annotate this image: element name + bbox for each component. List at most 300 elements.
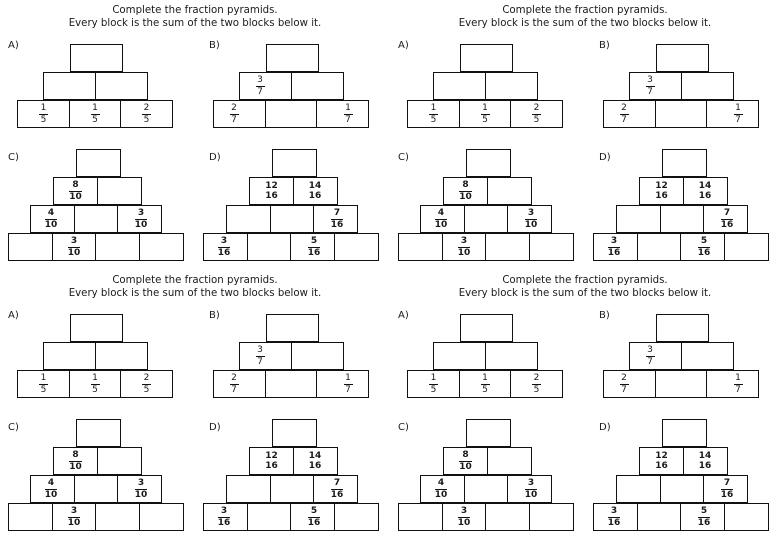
fraction [260,178,284,204]
pyramid-row [76,419,121,447]
numerator: 1 [482,103,488,113]
fraction [452,234,476,260]
fraction-block [213,100,266,128]
denominator: 7 [231,114,237,125]
pyramid-row [407,100,563,128]
fraction-block [17,370,70,398]
fraction-block [313,475,358,503]
fraction [715,206,739,232]
numerator: 1 [40,373,47,383]
pyramid-label: D) [599,152,611,163]
answer-block[interactable] [460,314,513,342]
answer-block[interactable] [291,342,344,370]
denominator: 10 [69,191,82,202]
pyramid-row [8,503,184,531]
numerator: 3 [460,506,468,516]
answer-block[interactable] [724,233,769,261]
answer-block[interactable] [655,100,708,128]
fraction [248,343,272,369]
fraction-block [69,100,122,128]
denominator: 16 [698,461,712,471]
denominator: 5 [92,114,98,125]
numerator: 5 [310,506,318,516]
numerator: 8 [72,450,79,460]
numerator: 1 [735,373,741,383]
numerator: 3 [257,345,263,355]
pyramid-row [239,72,344,100]
pyramid-row [656,44,709,72]
denominator: 7 [345,384,351,395]
fraction [454,178,478,204]
fraction [62,234,86,260]
pyramid-row [8,233,184,261]
answer-block[interactable] [95,342,148,370]
fraction-block [603,100,656,128]
pyramid-row [30,475,162,503]
answer-block[interactable] [487,177,532,205]
fraction-block [213,370,266,398]
answer-block[interactable] [334,503,379,531]
fraction [83,101,107,127]
answer-block[interactable] [266,314,319,342]
instruction-title: Complete the fraction pyramids. [112,5,278,16]
answer-block[interactable] [529,233,574,261]
answer-block[interactable] [655,370,708,398]
fraction-block [249,177,294,205]
denominator: 7 [345,114,351,125]
denominator: 16 [307,247,321,258]
fraction [64,178,88,204]
answer-block[interactable] [485,72,538,100]
answer-block[interactable] [485,342,538,370]
fraction [302,234,326,260]
fraction [452,504,476,530]
instruction-text: Every block is the sum of the two blocks below it. [68,18,322,29]
answer-block[interactable] [265,100,318,128]
answer-block[interactable] [460,44,513,72]
fraction [473,101,497,127]
fraction [32,371,56,397]
pyramid-label: C) [8,422,19,433]
denominator: 5 [430,384,437,395]
denominator: 16 [655,461,668,471]
instruction-text: Every block is the sum of the two blocks below it. [458,288,712,299]
pyramid-row [407,370,563,398]
numerator: 14 [698,180,712,191]
pyramid-row [603,100,759,128]
fraction [422,371,446,397]
answer-block[interactable] [43,72,96,100]
fraction-block [510,370,563,398]
answer-block[interactable] [291,72,344,100]
fraction [212,234,236,260]
denominator: 10 [434,489,448,500]
fraction-block [706,100,759,128]
fraction-block [17,100,70,128]
fraction-block [313,205,358,233]
answer-block[interactable] [616,475,661,503]
numerator: 3 [70,236,78,246]
fraction [222,101,246,127]
numerator: 3 [137,208,145,218]
answer-block[interactable] [681,342,734,370]
fraction-block [443,447,488,475]
fraction [726,101,750,127]
answer-block[interactable] [466,419,511,447]
fraction [454,448,478,474]
fraction [715,476,739,502]
answer-block[interactable] [398,503,443,531]
pyramid-row [616,205,748,233]
numerator: 3 [527,478,535,488]
fraction-block [52,233,97,261]
answer-block[interactable] [70,44,123,72]
fraction-block [639,177,684,205]
pyramid-row [398,503,574,531]
answer-block[interactable] [637,503,682,531]
numerator: 3 [137,478,145,488]
fraction [260,448,284,474]
pyramid-row [433,72,538,100]
answer-block[interactable] [139,503,184,531]
fraction-block [629,342,682,370]
pyramid-row [266,314,319,342]
denominator: 16 [330,219,344,230]
pyramid-row [272,149,317,177]
fraction [638,73,662,99]
pyramid-row [593,503,769,531]
pyramid-label: A) [398,40,409,51]
answer-block[interactable] [398,233,443,261]
denominator: 16 [720,489,734,500]
fraction [650,178,674,204]
answer-block[interactable] [334,233,379,261]
fraction-block [603,370,656,398]
fraction-block [249,447,294,475]
fraction [64,448,88,474]
answer-block[interactable] [8,233,53,261]
pyramid-row [43,342,148,370]
fraction-block [703,205,748,233]
numerator: 2 [621,373,627,383]
fraction [429,206,453,232]
fraction-block [639,447,684,475]
denominator: 16 [607,517,621,528]
fraction-block [442,233,487,261]
answer-block[interactable] [265,370,318,398]
pyramid-row [466,149,511,177]
answer-block[interactable] [433,72,486,100]
denominator: 16 [307,517,321,528]
answer-block[interactable] [464,205,509,233]
numerator: 1 [482,373,488,383]
numerator: 3 [610,506,618,516]
pyramid-label: B) [599,310,610,321]
fraction-block [683,177,728,205]
answer-block[interactable] [660,475,705,503]
answer-block[interactable] [95,503,140,531]
pyramid-label: A) [398,310,409,321]
denominator: 16 [308,191,322,201]
fraction [602,234,626,260]
numerator: 14 [308,450,322,461]
denominator: 10 [44,219,58,230]
denominator: 16 [308,461,322,471]
answer-block[interactable] [95,233,140,261]
answer-block[interactable] [485,233,530,261]
answer-block[interactable] [466,149,511,177]
numerator: 3 [610,236,618,246]
numerator: 1 [92,373,98,383]
answer-block[interactable] [70,314,123,342]
answer-block[interactable] [662,419,707,447]
numerator: 3 [460,236,468,246]
answer-block[interactable] [8,503,53,531]
answer-block[interactable] [660,205,705,233]
answer-block[interactable] [226,205,271,233]
denominator: 7 [647,356,653,367]
pyramid-row [616,475,748,503]
pyramid-row [30,205,162,233]
fraction [325,206,349,232]
pyramid-label: D) [599,422,611,433]
answer-block[interactable] [76,419,121,447]
pyramid-row [239,342,344,370]
denominator: 10 [67,517,81,528]
numerator: 7 [333,208,341,218]
pyramid-row [629,72,734,100]
numerator: 1 [40,103,47,113]
numerator: 2 [533,373,540,383]
numerator: 4 [47,478,55,488]
numerator: 3 [257,75,263,85]
numerator: 8 [462,450,469,460]
numerator: 12 [655,180,668,191]
answer-block[interactable] [76,149,121,177]
answer-block[interactable] [529,503,574,531]
answer-block[interactable] [247,233,292,261]
pyramid-label: C) [398,422,409,433]
pyramid-row [226,475,358,503]
numerator: 2 [621,103,627,113]
numerator: 12 [265,450,278,461]
denominator: 7 [621,114,627,125]
answer-block[interactable] [95,72,148,100]
pyramid-row [639,177,728,205]
fraction-block [443,177,488,205]
pyramid-label: A) [8,310,19,321]
denominator: 5 [533,114,540,125]
pyramid-row [593,233,769,261]
fraction [129,476,153,502]
answer-block[interactable] [656,314,709,342]
worksheet-quadrant [0,0,390,270]
answer-block[interactable] [74,205,119,233]
answer-block[interactable] [74,475,119,503]
denominator: 10 [457,517,471,528]
fraction [336,371,360,397]
numerator: 1 [430,103,437,113]
answer-block[interactable] [616,205,661,233]
answer-block[interactable] [270,475,315,503]
worksheet-quadrant [390,0,780,270]
fraction-block [316,100,369,128]
fraction [429,476,453,502]
pyramid-row [43,72,148,100]
fraction [39,206,63,232]
fraction-block [593,233,638,261]
fraction [39,476,63,502]
denominator: 5 [533,384,540,395]
denominator: 7 [735,384,741,395]
pyramid-row [433,342,538,370]
fraction [612,371,636,397]
denominator: 10 [459,461,472,472]
answer-block[interactable] [487,447,532,475]
pyramid-label: D) [209,422,221,433]
denominator: 5 [482,114,488,125]
denominator: 10 [134,219,148,230]
numerator: 2 [231,103,237,113]
fraction [303,178,327,204]
answer-block[interactable] [485,503,530,531]
numerator: 2 [143,103,150,113]
numerator: 7 [723,478,731,488]
answer-block[interactable] [433,342,486,370]
pyramid-row [226,205,358,233]
answer-block[interactable] [270,205,315,233]
fraction [525,371,549,397]
fraction [638,343,662,369]
fraction [212,504,236,530]
fraction-block [30,475,75,503]
denominator: 10 [459,191,472,202]
fraction-block [52,503,97,531]
answer-block[interactable] [724,503,769,531]
instruction-title: Complete the fraction pyramids. [112,275,278,286]
fraction [519,206,543,232]
answer-block[interactable] [43,342,96,370]
pyramid-row [17,370,173,398]
pyramid-label: B) [599,40,610,51]
pyramid-row [213,370,369,398]
fraction-block [53,447,98,475]
fraction [32,101,56,127]
pyramid-row [203,233,379,261]
pyramid-row [662,149,707,177]
fraction [336,101,360,127]
fraction [135,101,159,127]
pyramid-row [460,44,513,72]
numerator: 1 [92,103,98,113]
fraction-block [680,503,725,531]
numerator: 2 [143,373,150,383]
numerator: 7 [333,478,341,488]
denominator: 16 [697,517,711,528]
fraction-block [593,503,638,531]
denominator: 5 [143,384,150,395]
numerator: 3 [527,208,535,218]
fraction [422,101,446,127]
fraction-block [69,370,122,398]
numerator: 4 [437,478,445,488]
pyramid-row [460,314,513,342]
pyramid-label: C) [8,152,19,163]
fraction-block [629,72,682,100]
numerator: 1 [430,373,437,383]
pyramid-row [213,100,369,128]
numerator: 3 [220,506,228,516]
fraction [62,504,86,530]
fraction [222,371,246,397]
pyramid-row [249,447,338,475]
fraction [525,101,549,127]
instruction-text: Every block is the sum of the two blocks below it. [458,18,712,29]
worksheet-quadrant [390,270,780,540]
answer-block[interactable] [247,503,292,531]
answer-block[interactable] [662,149,707,177]
pyramid-row [466,419,511,447]
fraction-block [53,177,98,205]
fraction [473,371,497,397]
pyramid-row [443,447,532,475]
answer-block[interactable] [272,149,317,177]
answer-block[interactable] [97,177,142,205]
pyramid-row [70,44,123,72]
pyramid-row [53,447,142,475]
answer-block[interactable] [272,419,317,447]
pyramid-row [266,44,319,72]
fraction-block [420,475,465,503]
denominator: 10 [69,461,82,472]
numerator: 3 [70,506,78,516]
instruction-text: Every block is the sum of the two blocks below it. [68,288,322,299]
answer-block[interactable] [139,233,184,261]
fraction-block [407,100,460,128]
pyramid-label: D) [209,152,221,163]
fraction-block [290,233,335,261]
denominator: 7 [231,384,237,395]
fraction-block [706,370,759,398]
fraction [650,448,674,474]
answer-block[interactable] [637,233,682,261]
numerator: 2 [231,373,237,383]
denominator: 16 [330,489,344,500]
numerator: 14 [308,180,322,191]
fraction-block [30,205,75,233]
answer-block[interactable] [97,447,142,475]
pyramid-row [629,342,734,370]
denominator: 7 [257,356,263,367]
denominator: 7 [647,86,653,97]
numerator: 4 [47,208,55,218]
numerator: 3 [220,236,228,246]
answer-block[interactable] [266,44,319,72]
pyramid-row [420,475,552,503]
fraction [303,448,327,474]
denominator: 16 [265,461,278,471]
answer-block[interactable] [464,475,509,503]
fraction [302,504,326,530]
answer-block[interactable] [656,44,709,72]
fraction-block [203,233,248,261]
fraction-block [680,233,725,261]
denominator: 10 [524,489,538,500]
fraction-block [510,100,563,128]
denominator: 10 [134,489,148,500]
answer-block[interactable] [681,72,734,100]
answer-block[interactable] [226,475,271,503]
